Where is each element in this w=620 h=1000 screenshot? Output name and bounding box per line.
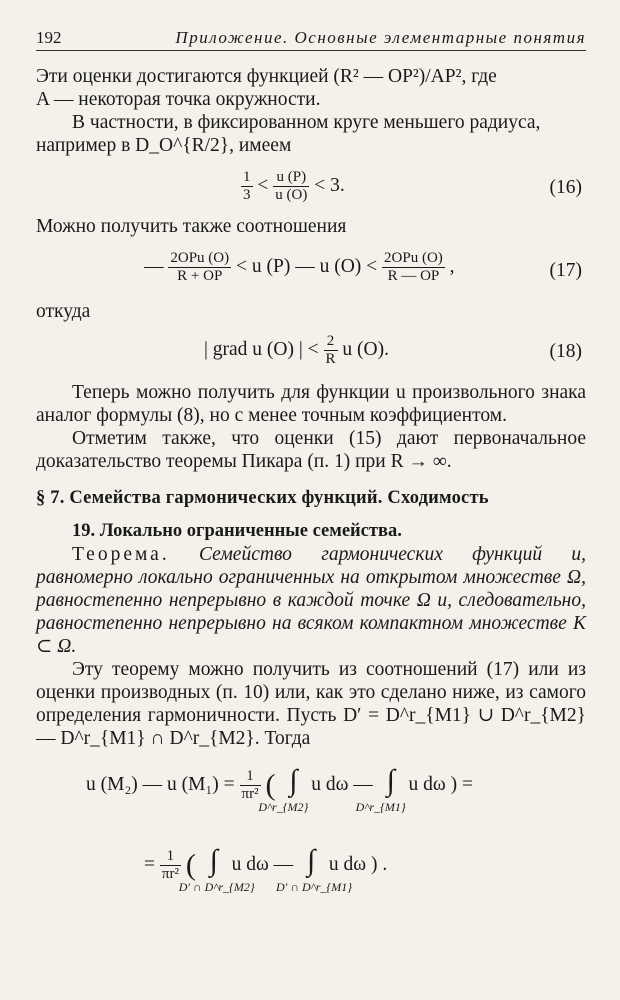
subsection-heading: 19. Локально ограниченные семейства.: [72, 521, 402, 541]
integral-sign: ∫ D′ ∩ D^r_{M2}: [178, 844, 255, 894]
eq18-lhs: | grad u (O) |: [204, 338, 303, 360]
equation-number-17: (17): [549, 260, 582, 281]
paragraph-estimates-line1: Эти оценки достигаются функцией (R² — OP²)/AP², где: [36, 66, 497, 87]
page-header: [36, 28, 586, 51]
eqb-int1-domain: D′ ∩ D^r_{M2}: [178, 880, 255, 894]
eq16-rhs: 3.: [330, 174, 345, 196]
eqa-lhs: u (M₂) — u (M₁) =: [86, 774, 235, 795]
eqa-int2: u dω: [408, 774, 446, 795]
running-title: Приложение. Основные элементарные понятия: [175, 28, 586, 47]
paragraph-whence: откуда: [36, 301, 91, 322]
paragraph-relations: Можно получить также соотношения: [36, 216, 347, 237]
eq18-coefficient: $\frac{2}{R}$: [325, 333, 336, 367]
paragraph-proof: Эту теорему можно получить из соотношений (17) или из оценки производных (п. 10) или, как это сделано ниже, из самого определения гармоничности. Пусть D′ = D^r_{M1} ∪ D^r_{M2} — D^r_{M1} ∩ D^r_{M2}. Тогда: [36, 659, 586, 749]
eqb-int1: u dω —: [231, 854, 294, 875]
equation-17: — $\frac{\text{2OPu (O)}}{R + OP}$ < u (P) — u (O) < $\frac{\text{2OPu (O)}}{R — OP}$ , (17): [144, 250, 582, 284]
theorem-text: Семейство гармонических функций u, равномерно локально ограниченных на открытом множестве Ω, равностепенно непрерывно в каждой точке Ω u, следовательно, равностепенно непрерывно на всяком компактном множестве K ⊂ Ω.: [36, 544, 587, 657]
eq17-left-fraction: $\frac{\text{2OPu (O)}}{R + OP}$: [170, 250, 230, 284]
equation-16: $\frac{1}{3}$ < $\frac{u (P)}{u (O)}$ < 3. (16): [243, 169, 582, 203]
equation-number-18: (18): [549, 341, 582, 362]
eq17-middle: u (P) — u (O): [251, 255, 362, 277]
eqa-coefficient: $\frac{1}{\text{πr²}}$: [241, 768, 259, 803]
eqa-int1-domain: D^r_{M2}: [258, 800, 309, 814]
eqb-coefficient: $\frac{1}{\text{πr²}}$: [161, 848, 179, 883]
paragraph-in-particular: [36, 111, 586, 157]
eqa-end: ) =: [450, 774, 474, 795]
eq17-right-fraction: $\frac{\text{2OPu (O)}}{R — OP}$: [384, 250, 443, 284]
integral-sign: ∫ D^r_{M1}: [355, 764, 406, 814]
integral-sign: ∫ D^r_{M2}: [258, 764, 309, 814]
equation-number-16: (16): [549, 177, 582, 198]
eqa-int2-domain: D^r_{M1}: [355, 800, 406, 814]
paragraph-in-particular-line2: например в D_O^{R/2}, имеем: [36, 135, 292, 156]
equation-difference: u (M₂) — u (M₁) = $\frac{1}{\text{πr²}}$ ( ∫ D^r_{M2} u dω — ∫ D^r_{M1} u dω ) =: [86, 764, 474, 814]
page-number: 192: [36, 28, 62, 47]
eqb-int2-domain: D′ ∩ D^r_{M1}: [276, 880, 352, 894]
equation-18: | grad u (O) | < $\frac{2}{R}$ u (O). (18): [204, 333, 582, 367]
eq16-middle-fraction: $\frac{u (P)}{u (O)}$: [275, 169, 308, 203]
paragraph-in-particular-line1: В частности, в фиксированном круге меньшего радиуса,: [72, 112, 541, 133]
equation-difference-continued: = $\frac{1}{\text{πr²}}$ ( ∫ D′ ∩ D^r_{M2} u dω — ∫ D′ ∩ D^r_{M1} u dω ) .: [144, 844, 388, 894]
eqa-int1: u dω —: [311, 774, 373, 795]
integral-sign: ∫ D′ ∩ D^r_{M1}: [276, 844, 352, 894]
paragraph-picard: Отметим также, что оценки (15) дают первоначальное доказательство теоремы Пикара (п. 1) при R → ∞.: [36, 428, 586, 472]
book-page: [36, 28, 586, 918]
eq18-rhs: u (O).: [342, 338, 389, 360]
eq16-lhs-fraction: $\frac{1}{3}$: [243, 169, 251, 203]
paragraph-estimates: [36, 65, 586, 111]
eqb-end: ) .: [371, 854, 388, 875]
theorem-block: [36, 543, 586, 658]
paragraph-analog: Теперь можно получить для функции u произвольного знака аналог формулы (8), но с менее точным коэффициентом.: [36, 382, 586, 426]
section-heading: § 7. Семейства гармонических функций. Сходимость: [36, 488, 489, 508]
paragraph-estimates-line2: A — некоторая точка окружности.: [36, 89, 321, 110]
eqb-start: =: [144, 854, 155, 875]
eqb-int2: u dω: [328, 854, 367, 875]
theorem-label: Теорема.: [72, 544, 170, 565]
